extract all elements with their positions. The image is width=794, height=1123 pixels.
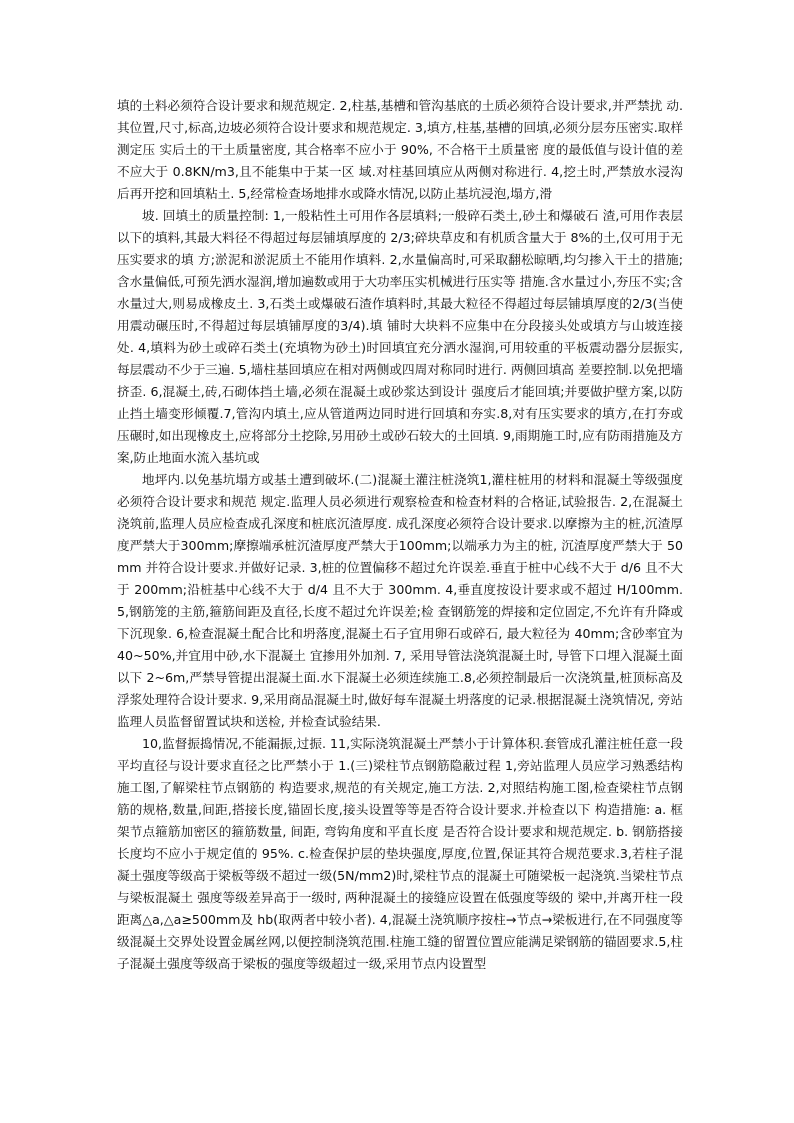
paragraph-3: 地坪内.以免基坑塌方或基土遭到破坏.(二)混凝土灌注桩浇筑1,灌柱桩用的材料和混凝土等级强度必须符合设计要求和规范 规定.监理人员必须进行观察检查和检查材料的合格证,试验报告. 2,在混凝土浇筑前,监理人员应检查成孔深度和桩底沉渣厚度. 成孔深度必须符合设计要求.以摩擦为主的桩,沉渣厚度严禁大于300mm;摩擦端承桩沉渣厚度严禁大于100mm;以端承力为主的桩, 沉渣厚度严禁大于 50mm 并符合设计要求.并做好记录. 3,桩的位置偏移不超过允许误差.垂直于桩中心线不大于 d/6 且不大于 200mm;沿桩基中心线不大于 d/4 且不大于 300mm. 4,垂直度按设计要求或不超过 H/100mm. 5,钢筋笼的主筋,箍筋间距及直径,长度不超过允许误差;检 查钢筋笼的焊接和定位固定,不允许有升降或下沉现象. 6,检查混凝土配合比和坍落度,混凝土石子宜用卵石或碎石, 最大粒径为 40mm;含砂率宜为 40~50%,并宜用中砂,水下混凝土 宜掺用外加剂. 7, 采用导管法浇筑混凝土时, 导管下口埋入混凝土面以下 2~6m,严禁导管提出混凝土面.水下混凝土必须连续施工.8,必须控制最后一次浇筑量,桩顶标高及浮浆处理符合设计要求. 9,采用商品混凝土时,做好每车混凝土坍落度的记录.根据混凝土浇筑情况, 旁站监理人员监督留置试块和送检, 并检查试验结果.: [117, 472, 683, 729]
paragraph-4: 10,监督振捣情况,不能漏振,过振. 11,实际浇筑混凝土严禁小于计算体积.套管成孔灌注桩任意一段平均直径与设计要求直径之比严禁小于 1.(三)梁柱节点钢筋隐蔽过程 1,旁站监理人员应学习熟悉结构施工图,了解梁柱节点钢筋的 构造要求,规范的有关规定,施工方法. 2,对照结构施工图,检查梁柱节点钢筋的规格,数量,间距,搭接长度,锚固长度,接头设置等等是否符合设计要求.并检查以下 构造措施: a. 框架节点箍筋加密区的箍筋数量, 间距, 弯钩角度和平直长度 是否符合设计要求和规范规定. b. 钢筋搭接长度均不应小于规定值的 95%. c.检查保护层的垫块强度,厚度,位置,保证其符合规范要求.3,若柱子混凝土强度等级高于梁板等级不超过一级(5N/mm2)时,梁柱节点的混凝土可随梁板一起浇筑.当梁柱节点与梁板混凝土 强度等级差异高于一级时, 两种混凝土的接缝应设置在低强度等级的 梁中,并离开柱一段距离△a,△a≥500mm及 hb(取两者中较小者). 4,混凝土浇筑顺序按柱→节点→梁板进行,在不同强度等级混凝土交界处设置金属丝网,以便控制浇筑范围.柱施工缝的留置位置应能满足梁钢筋的锚固要求.5,柱子混凝土强度等级高于梁板的强度等级超过一级,采用节点内设置型: [117, 736, 683, 971]
paragraph-1: 填的土料必须符合设计要求和规范规定. 2,柱基,基槽和管沟基底的土质必须符合设计要求,并严禁扰 动.其位置,尺寸,标高,边坡必须符合设计要求和规范规定. 3,填方,柱基,基槽的回填,必须分层夯压密实.取样测定压 实后土的干土质量密度, 其合格率不应小于 90%, 不合格干土质量密 度的最低值与设计值的差不应大于 0.8KN/m3,且不能集中于某一区 域.对柱基回填应从两侧对称进行. 4,挖土时,严禁放水浸沟后再开挖和回填粘土. 5,经常检查场地排水或降水情况,以防止基坑浸泡,塌方,滑: [117, 98, 683, 201]
document-body: [117, 95, 683, 975]
paragraph-2: 坡. 回填土的质量控制: 1,一般粘性土可用作各层填料;一般碎石类土,砂土和爆破石 渣,可用作表层以下的填料,其最大料径不得超过每层铺填厚度的 2/3;碎块草皮和有机质含量大于 8%的土,仅可用于无压实要求的填 方;淤泥和淤泥质土不能用作填料. 2,水量偏高时,可采取翻松晾晒,均匀掺入干土的措施;含水量偏低,可预先洒水湿润,增加遍数或用于大功率压实机械进行压实等 措施.含水量过小,夯压不实;含水量过大,则易成橡皮土. 3,石类土或爆破石渣作填料时,其最大粒径不得超过每层铺填厚度的2/3(当使用震动碾压时,不得超过每层填铺厚度的3/4).填 铺时大块料不应集中在分段接头处或填方与山坡连接处. 4,填料为砂土或碎石类土(充填物为砂土)时回填宜充分洒水湿润,可用较重的平板震动器分层振实,每层震动不少于三遍. 5,墙柱基回填应在相对两侧或四周对称同时进行. 两侧回填高 差要控制.以免把墙挤歪. 6,混凝土,砖,石砌体挡土墙,必须在混凝土或砂浆达到设计 强度后才能回填;并要做护壁方案,以防止挡土墙变形倾覆.7,管沟内填土,应从管道两边同时进行回填和夯实.8,对有压实要求的填方,在打夯或压碾时,如出现橡皮土,应将部分土挖除,另用砂土或砂石较大的土回填. 9,雨期施工时,应有防雨措施及方案,防止地面水流入基坑或: [117, 208, 683, 465]
